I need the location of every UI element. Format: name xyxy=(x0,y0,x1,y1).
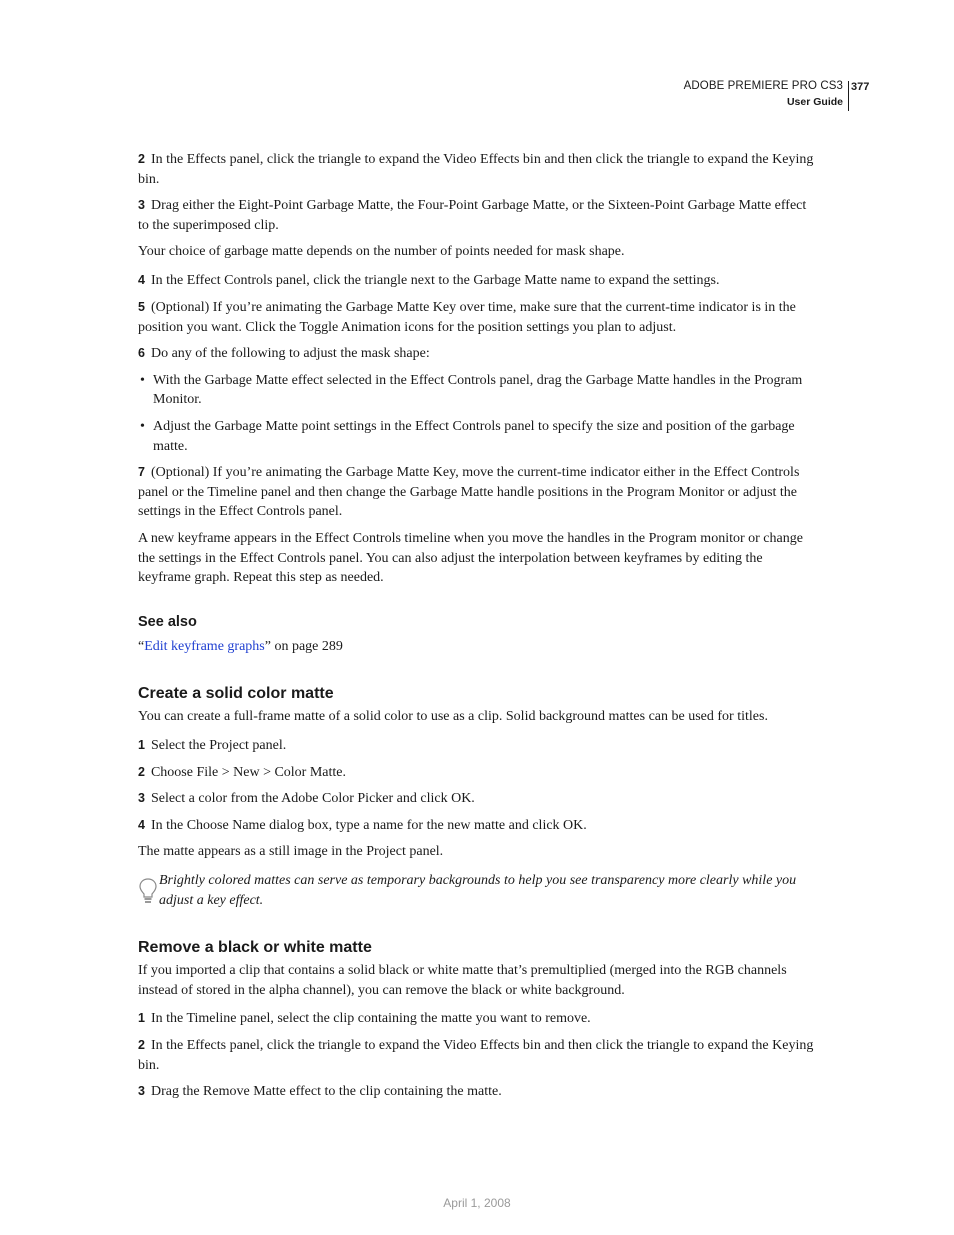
header-divider xyxy=(848,81,849,111)
step-text: Select a color from the Adobe Color Picker and click OK. xyxy=(150,791,475,807)
step-text: Choose File > New > Color Matte. xyxy=(150,764,347,780)
step xyxy=(138,150,818,190)
step-number: 2 xyxy=(138,1037,145,1052)
step-text: (Optional) If you’re animating the Garbage Matte Key over time, make sure that the current-time indicator is in the position you want. Click the Toggle Animation icons for the position settings you plan to adjust. xyxy=(138,299,796,335)
see-also-heading: See also xyxy=(138,614,197,631)
step-number: 3 xyxy=(138,1083,145,1098)
edit-keyframe-graphs-link[interactable]: Edit keyframe graphs xyxy=(144,639,265,655)
bullet-dot-icon: • xyxy=(140,418,145,434)
step-number: 4 xyxy=(138,818,145,833)
step-number: 3 xyxy=(138,791,145,806)
step-number: 3 xyxy=(138,198,145,213)
step-number: 1 xyxy=(138,737,145,752)
step-text: (Optional) If you’re animating the Garbage Matte Key, move the current-time indicator either in the Effect Controls panel or the Timeline panel and then change the Garbage Matte handle positions in the Program Monitor or adjust the settings in the Effect Controls panel. xyxy=(138,464,800,520)
step xyxy=(138,344,818,364)
step xyxy=(138,271,818,291)
step-number: 2 xyxy=(138,764,145,779)
page-reference: ” on page 289 xyxy=(264,639,343,655)
step-number: 7 xyxy=(138,464,145,479)
bullet-item xyxy=(138,417,818,457)
bullet-text: With the Garbage Matte effect selected in the Effect Controls panel, drag the Garbage Matte handles in the Program Monitor. xyxy=(153,372,803,408)
step xyxy=(138,196,818,236)
step xyxy=(138,1082,818,1102)
step xyxy=(138,1009,818,1029)
step xyxy=(138,816,818,836)
step-text: In the Effects panel, click the triangle to expand the Video Effects bin and then click the triangle to expand the Keying bin. xyxy=(138,1037,814,1073)
step xyxy=(138,789,818,809)
running-header xyxy=(684,79,843,110)
footer-date: April 1, 2008 xyxy=(443,1196,511,1210)
bullet-text: Adjust the Garbage Matte point settings in the Effect Controls panel to specify the size and position of the garbage matte. xyxy=(153,418,795,454)
step-text: In the Effects panel, click the triangle to expand the Video Effects bin and then click the triangle to expand the Keying bin. xyxy=(138,152,814,187)
step xyxy=(138,763,818,783)
step-number: 1 xyxy=(138,1011,145,1026)
paragraph: The matte appears as a still image in the Project panel. xyxy=(138,844,444,860)
paragraph: You can create a full-frame matte of a solid color to use as a clip. Solid background mattes can be used for titles. xyxy=(138,708,768,724)
tip-note xyxy=(138,871,818,911)
step-number: 2 xyxy=(138,152,145,166)
step-number: 5 xyxy=(138,299,145,314)
bullet-dot-icon: • xyxy=(140,372,145,388)
step-text: Drag either the Eight-Point Garbage Matte, the Four-Point Garbage Matte, or the Sixteen-Point Garbage Matte effect to the superimposed clip. xyxy=(138,198,807,233)
step xyxy=(138,298,818,338)
step xyxy=(138,1036,818,1076)
step-text: Drag the Remove Matte effect to the clip containing the matte. xyxy=(150,1083,502,1099)
open-quote: “ xyxy=(138,639,145,655)
paragraph: If you imported a clip that contains a solid black or white matte that’s premultiplied (merged into the RGB channels instead of stored in the alpha channel), you can remove the black or white background. xyxy=(138,962,787,998)
product-name: ADOBE PREMIERE PRO CS3 xyxy=(683,80,843,92)
step xyxy=(138,463,818,522)
step-text: In the Effect Controls panel, click the triangle next to the Garbage Matte name to expand the settings. xyxy=(150,272,720,288)
see-also-reference xyxy=(138,637,818,657)
section-heading-solid-matte: Create a solid color matte xyxy=(138,684,334,702)
step-text: Do any of the following to adjust the mask shape: xyxy=(150,346,430,362)
step xyxy=(138,736,818,756)
guide-name: User Guide xyxy=(786,96,843,108)
step-text: In the Timeline panel, select the clip containing the matte you want to remove. xyxy=(150,1011,591,1027)
bullet-item xyxy=(138,371,818,411)
step-text: In the Choose Name dialog box, type a name for the new matte and click OK. xyxy=(150,818,587,834)
page-body xyxy=(138,150,818,1108)
paragraph: A new keyframe appears in the Effect Controls timeline when you move the handles in the Program monitor or change the settings in the Effect Controls panel. You can also adjust the interpolation between keyframes by editing the keyframe graph. Repeat this step as needed. xyxy=(138,530,803,586)
step-number: 6 xyxy=(138,346,145,361)
tip-text: Brightly colored mattes can serve as temporary backgrounds to help you see transparency more clearly while you adjust a key effect. xyxy=(159,873,797,909)
paragraph: Your choice of garbage matte depends on the number of points needed for mask shape. xyxy=(138,244,625,260)
lightbulb-icon xyxy=(138,877,158,905)
page-number: 377 xyxy=(851,81,870,93)
step-text: Select the Project panel. xyxy=(150,737,287,753)
section-heading-remove-matte: Remove a black or white matte xyxy=(138,938,372,956)
step-number: 4 xyxy=(138,272,145,287)
